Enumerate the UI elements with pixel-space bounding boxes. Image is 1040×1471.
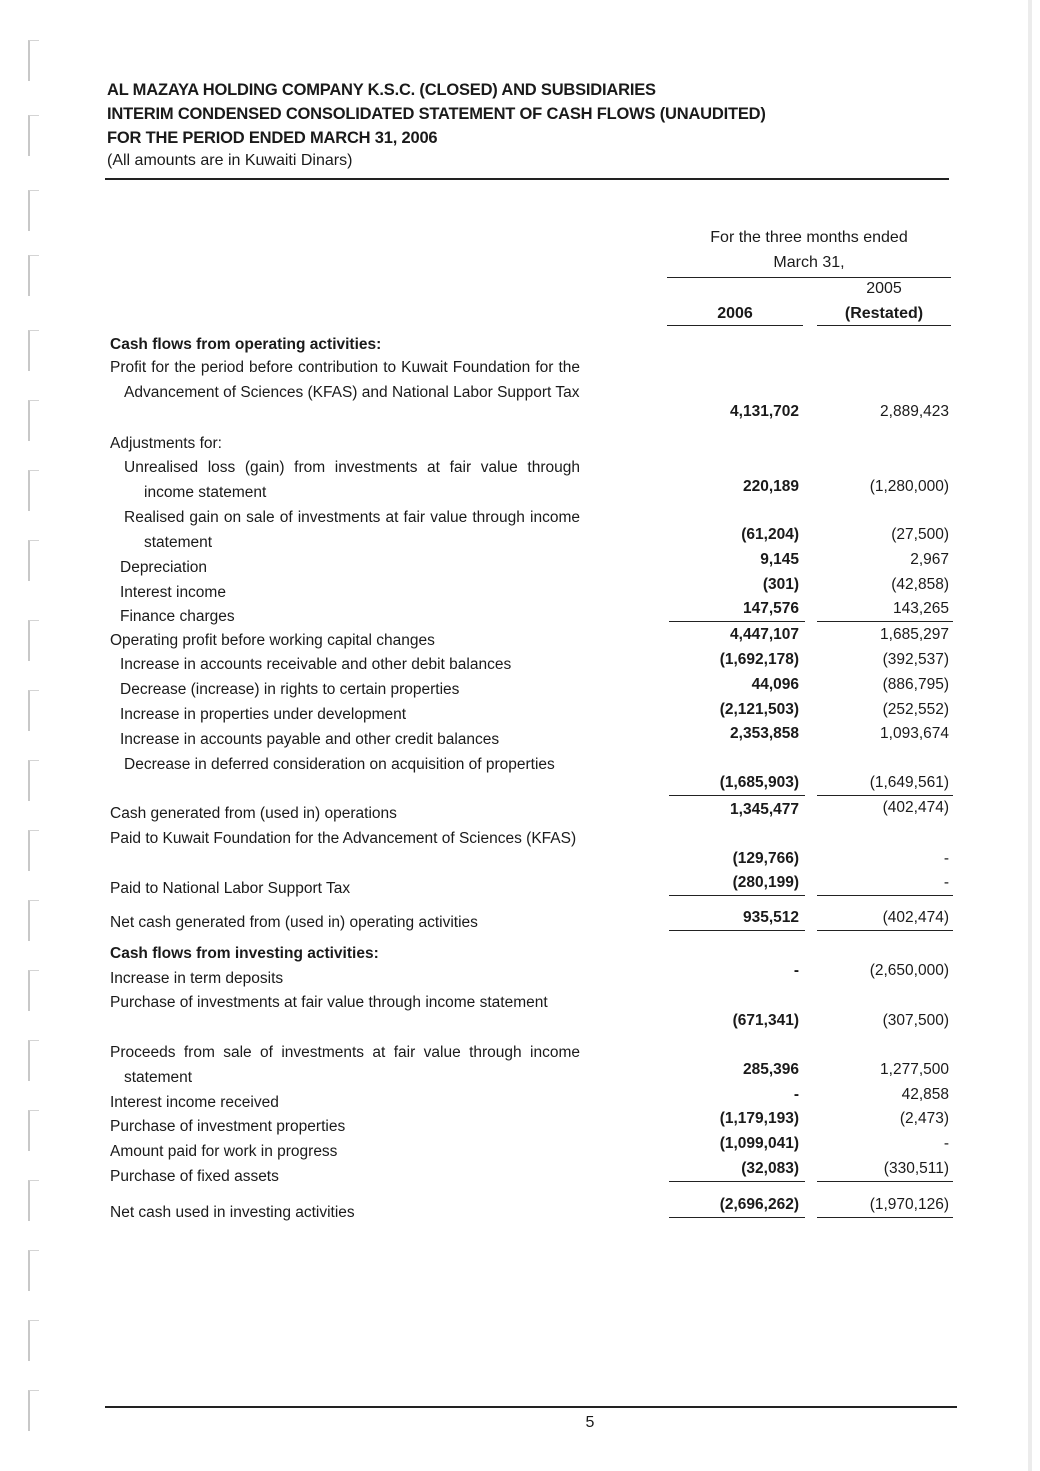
value-2006: (280,199) <box>669 870 805 896</box>
value-2006: 935,512 <box>669 905 805 931</box>
value-2006: 285,396 <box>742 1061 799 1078</box>
period-heading: For the three months ended March 31, <box>710 229 908 271</box>
row-label: Depreciation <box>120 559 208 576</box>
value-2006: - <box>793 962 799 979</box>
value-2005: - <box>817 870 953 896</box>
row-label: Increase in properties under development <box>120 706 407 723</box>
row-label: Purchase of fixed assets <box>110 1168 279 1185</box>
row-label: Paid to Kuwait Foundation for the Advancement of Sciences (KFAS) <box>110 830 577 847</box>
operating-section-title: Cash flows from operating activities: <box>110 336 382 353</box>
page-number: 5 <box>585 1414 595 1431</box>
column-2005-restated: (Restated) <box>817 303 951 326</box>
value-2005: (330,511) <box>817 1156 953 1182</box>
value-2006: (1,685,903) <box>669 770 805 796</box>
footer-divider <box>105 1406 957 1408</box>
value-2006: (61,204) <box>741 526 799 543</box>
row-label: Unrealised loss (gain) from investments at fair value through income statement <box>124 459 580 501</box>
row-label: Decrease in deferred consideration on acquisition of properties <box>124 756 555 773</box>
value-2005: - <box>943 1135 949 1152</box>
row-label: Operating profit before working capital changes <box>110 632 435 649</box>
row-label: Purchase of investment properties <box>110 1118 346 1135</box>
value-2006: (1,179,193) <box>719 1110 799 1127</box>
row-label: Profit for the period before contribution to Kuwait Foundation for the Advancement of Sciences (KFAS) and National Labor Support Tax <box>110 359 580 401</box>
row-label: Cash generated from (used in) operations <box>110 805 397 822</box>
value-2005: (2,473) <box>899 1110 949 1127</box>
value-2005: 42,858 <box>901 1086 949 1103</box>
row-label: Net cash generated from (used in) operating activities <box>110 914 478 931</box>
value-2006: 4,131,702 <box>730 403 799 420</box>
value-2006: 44,096 <box>751 676 799 693</box>
row-label: Increase in accounts payable and other credit balances <box>120 731 500 748</box>
value-2006: 2,353,858 <box>730 725 799 742</box>
value-2005: (1,280,000) <box>869 478 949 495</box>
column-2005-year: 2005 <box>866 280 902 297</box>
row-label: Amount paid for work in progress <box>110 1143 338 1160</box>
value-2005: (27,500) <box>891 526 949 543</box>
currency-note: (All amounts are in Kuwaiti Dinars) <box>107 152 353 169</box>
value-2005: 2,967 <box>910 551 949 568</box>
value-2005: (2,650,000) <box>869 962 949 979</box>
investing-section-title: Cash flows from investing activities: <box>110 945 379 962</box>
row-label: Interest income received <box>110 1094 279 1111</box>
row-label: Purchase of investments at fair value through income statement <box>110 994 548 1011</box>
value-2006: (671,341) <box>732 1012 799 1029</box>
value-2006: 220,189 <box>742 478 799 495</box>
value-2005: 1,685,297 <box>880 626 949 643</box>
row-label: Finance charges <box>120 608 235 625</box>
value-2005: (402,474) <box>882 799 949 816</box>
value-2006: (301) <box>762 576 799 593</box>
adjustments-label: Adjustments for: <box>110 435 222 452</box>
row-label: Interest income <box>120 584 226 601</box>
value-2005: 1,093,674 <box>880 725 949 742</box>
value-2005: (886,795) <box>882 676 949 693</box>
column-2006-header: 2006 <box>667 303 803 326</box>
value-2005: (252,552) <box>882 701 949 718</box>
row-label: Realised gain on sale of investments at fair value through income statement <box>124 509 580 551</box>
value-2006: (32,083) <box>669 1156 805 1182</box>
value-2005: 143,265 <box>817 596 953 622</box>
value-2005: (307,500) <box>882 1012 949 1029</box>
period-title: FOR THE PERIOD ENDED MARCH 31, 2006 <box>107 129 438 147</box>
row-label: Proceeds from sale of investments at fair value through income statement <box>110 1044 580 1086</box>
row-label: Increase in accounts receivable and other debit balances <box>120 656 512 673</box>
value-2006: (2,696,262) <box>669 1192 805 1218</box>
value-2005: (1,649,561) <box>817 770 953 796</box>
row-label: Increase in term deposits <box>110 970 284 987</box>
row-label: Paid to National Labor Support Tax <box>110 880 351 897</box>
row-label: Net cash used in investing activities <box>110 1204 355 1221</box>
value-2005: - <box>943 850 949 867</box>
value-2005: (1,970,126) <box>817 1192 953 1218</box>
value-2005: 2,889,423 <box>880 403 949 420</box>
value-2006: (1,099,041) <box>719 1135 799 1152</box>
value-2006: 147,576 <box>669 596 805 622</box>
value-2005: (392,537) <box>882 651 949 668</box>
value-2005: (42,858) <box>891 576 949 593</box>
row-label: Decrease (increase) in rights to certain properties <box>120 681 460 698</box>
value-2006: 9,145 <box>760 551 799 568</box>
value-2006: (2,121,503) <box>719 701 799 718</box>
company-name: AL MAZAYA HOLDING COMPANY K.S.C. (CLOSED) AND SUBSIDIARIES <box>107 81 656 99</box>
value-2006: (129,766) <box>732 850 799 867</box>
value-2006: 4,447,107 <box>730 626 799 643</box>
value-2005: (402,474) <box>817 905 953 931</box>
value-2006: - <box>793 1086 799 1103</box>
value-2006: (1,692,178) <box>719 651 799 668</box>
value-2005: 1,277,500 <box>880 1061 949 1078</box>
statement-title: INTERIM CONDENSED CONSOLIDATED STATEMENT OF CASH FLOWS (UNAUDITED) <box>107 105 766 123</box>
value-2006: 1,345,477 <box>730 801 799 818</box>
